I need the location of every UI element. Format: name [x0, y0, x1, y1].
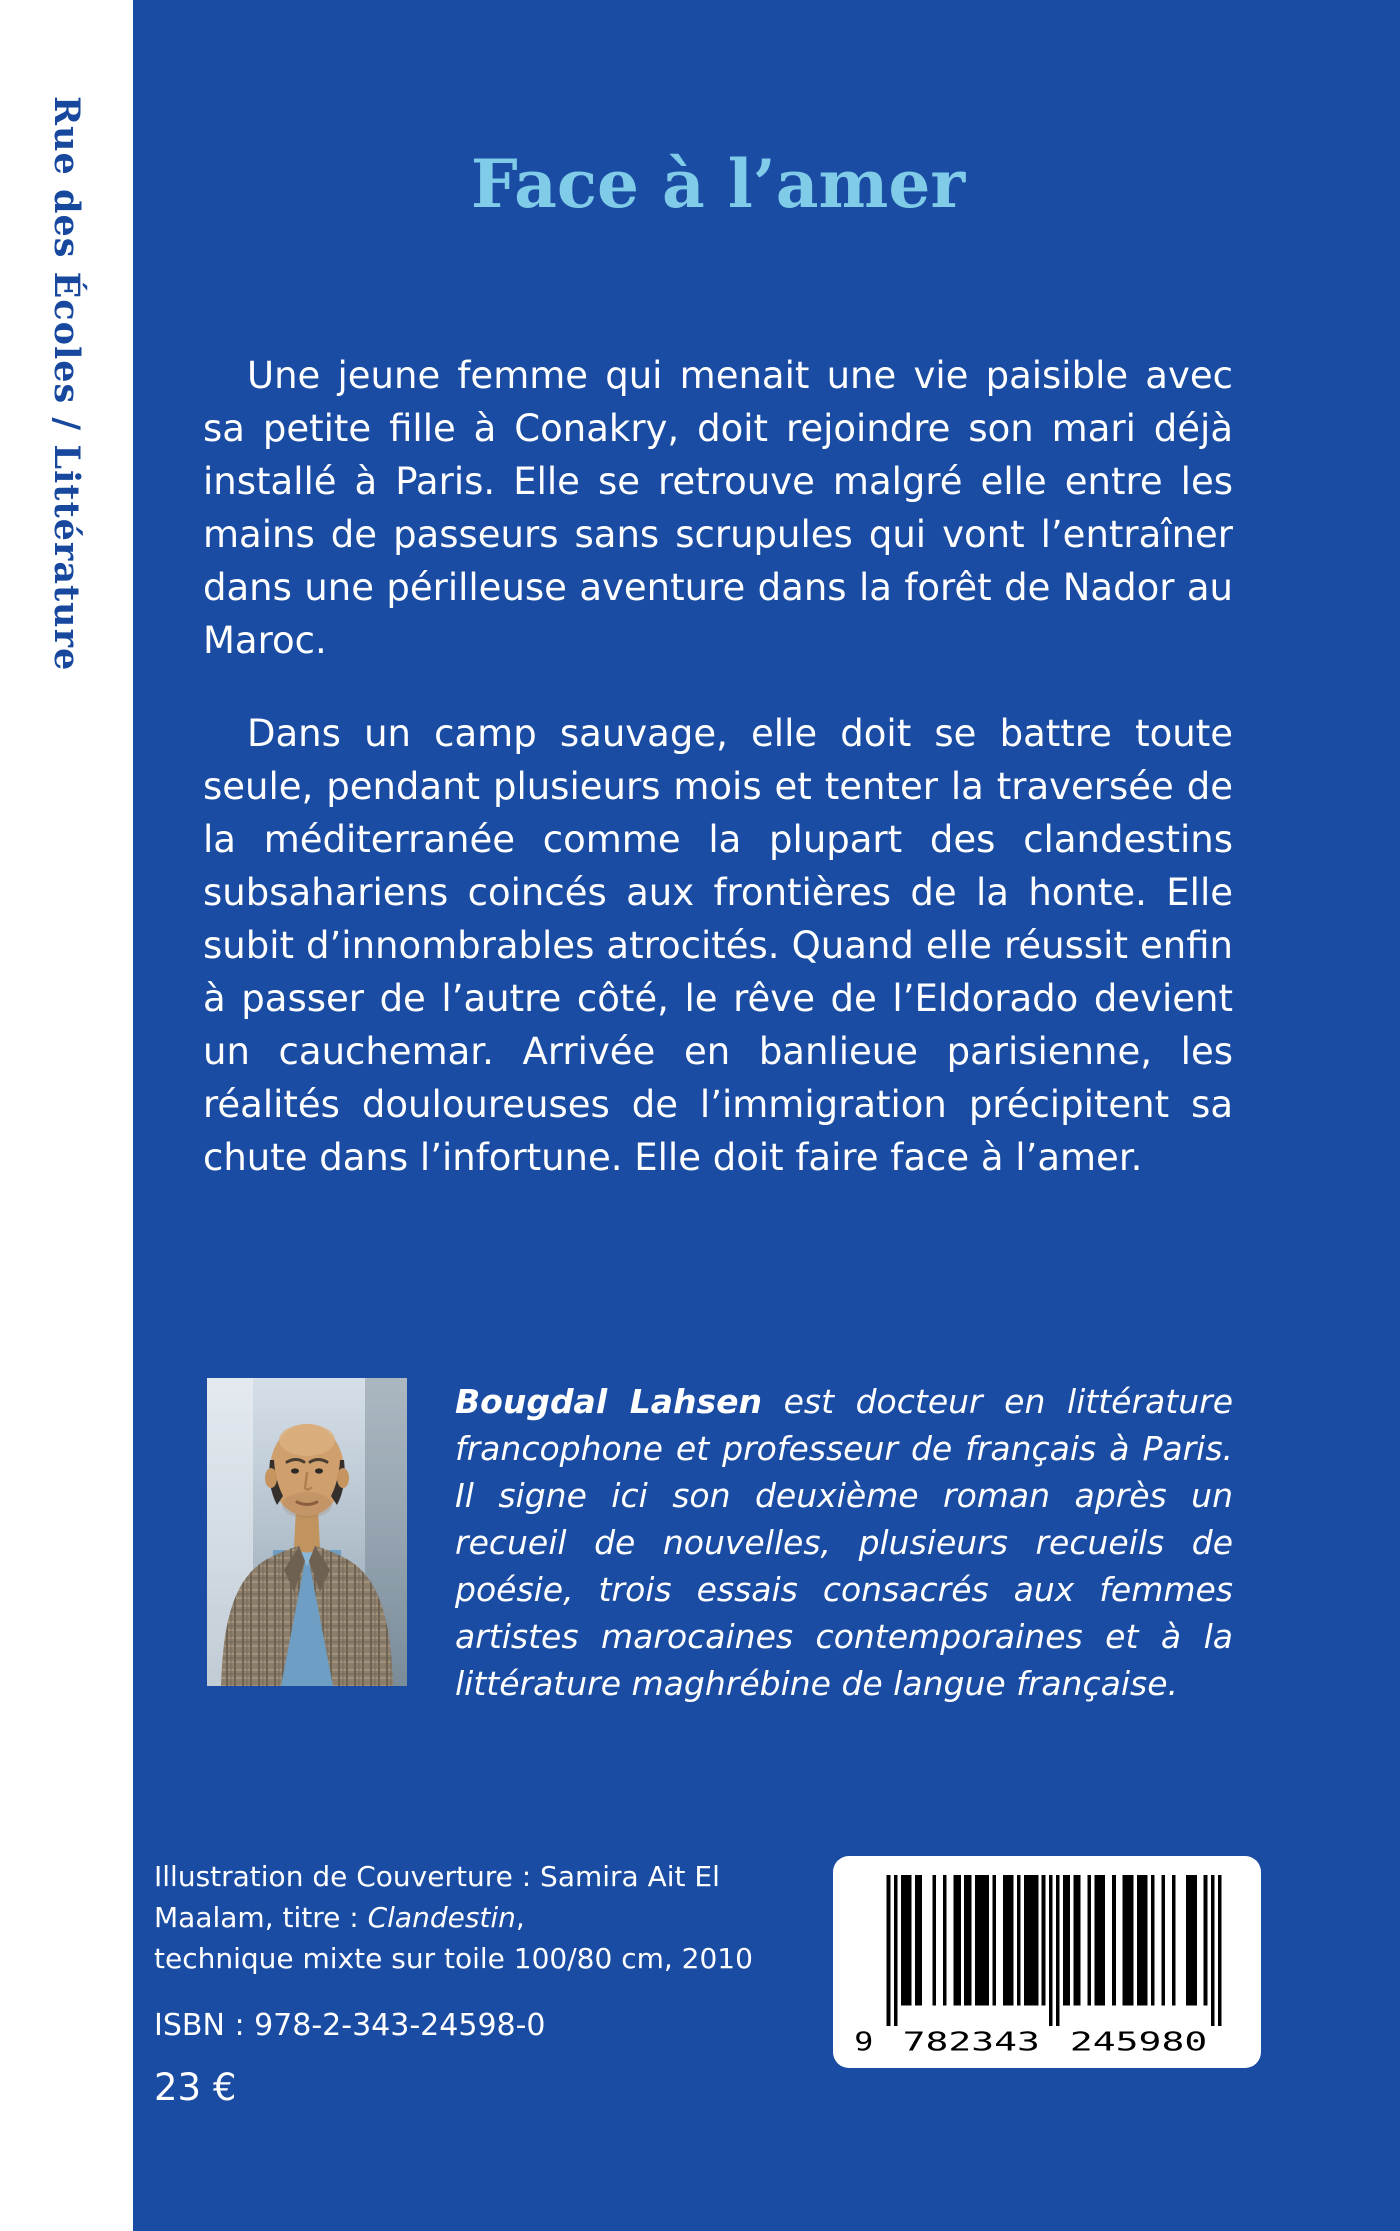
credit-line-2-text: Maalam, titre : — [154, 1901, 368, 1934]
barcode — [833, 1856, 1261, 2068]
credit-line-3: technique mixte sur toile 100/80 cm, 2010 — [154, 1942, 753, 1975]
barcode-image — [848, 1869, 1246, 2055]
credit-artwork-title: Clandestin — [367, 1901, 516, 1934]
author-section — [207, 1378, 1233, 1707]
barcode-first-digit: 9 — [854, 2026, 874, 2055]
spine-strip — [0, 0, 133, 2231]
synopsis — [203, 349, 1233, 1184]
synopsis-paragraph-2: Dans un camp sauvage, elle doit se battre toute seule, pendant plusieurs mois et tenter la traversée de la méditerranée comme la plupart des clandestins subsahariens coincés aux frontières de la honte. Elle subit d’innombrables atrocités. Quand elle réussit enfin à passer de l’autre côté, le rêve de l’Eldorado devient un cauchemar. Arrivée en banlieue parisienne, les réalités douloureuses de l’immigration précipitent sa chute dans l’infortune. Elle doit faire face à l’amer. — [203, 712, 1233, 1179]
spine-label: Rue des Écoles / Littérature — [46, 96, 87, 672]
isbn-text: ISBN : 978-2-343-24598-0 — [154, 2008, 546, 2043]
author-name: Bougdal Lahsen — [455, 1382, 763, 1421]
author-bio-text: est docteur en littérature francophone et professeur de français à Paris. Il signe ici son deuxième roman après un recueil de nouvelles, plusieurs recueils de poésie, trois essais consacrés aux femmes artistes marocaines contemporaines et à la littérature maghrébine de langue française. — [455, 1382, 1234, 1703]
price-text: 23 € — [154, 2066, 237, 2109]
credit-line-2-suffix: , — [515, 1901, 525, 1934]
barcode-digits-group-1: 782343 — [902, 2026, 1040, 2055]
credit-line-2 — [154, 1897, 753, 1938]
author-photo-image — [207, 1378, 407, 1686]
credit-line-1: Illustration de Couverture : Samira Ait El — [154, 1860, 720, 1893]
author-photo — [207, 1378, 407, 1686]
book-title: Face à l’amer — [470, 145, 966, 223]
illustration-credits — [154, 1856, 753, 1979]
synopsis-paragraph-1: Une jeune femme qui menait une vie paisible avec sa petite fille à Conakry, doit rejoindre son mari déjà installé à Paris. Elle se retrouve malgré elle entre les mains de passeurs sans scrupules qui vont l’entraîner dans une périlleuse aventure dans la forêt de Nador au Maroc. — [203, 354, 1233, 662]
barcode-digits-group-2: 245980 — [1069, 2026, 1208, 2055]
author-bio — [455, 1378, 1233, 1707]
